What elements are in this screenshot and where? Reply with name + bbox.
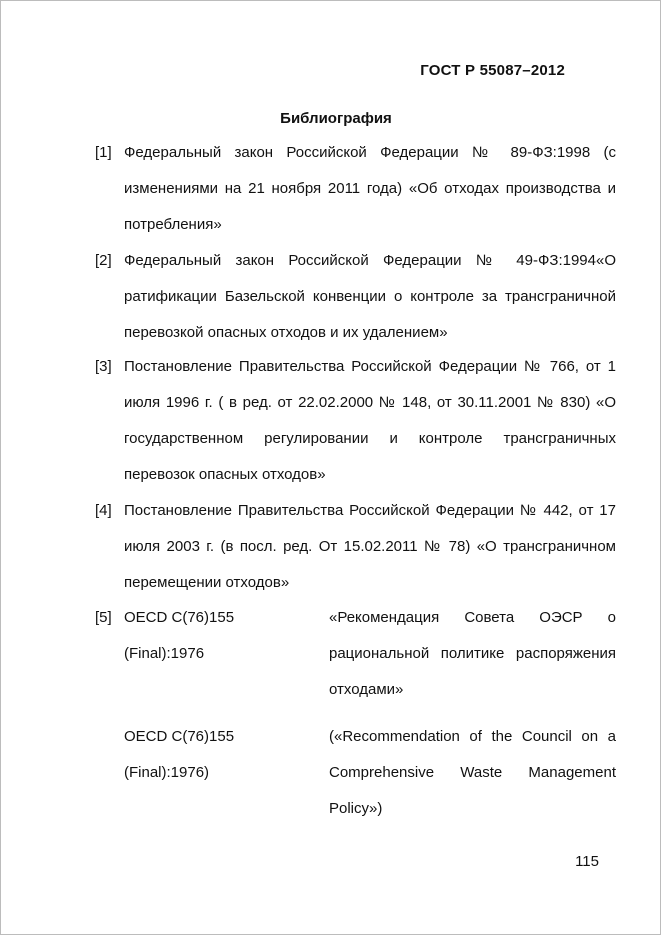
- reference-5-code-en: OECD C(76)155 (Final):1976): [124, 728, 235, 781]
- reference-item-3: [95, 349, 616, 493]
- reference-text: Постановление Правительства Российской Федерации № 766, от 1 июля 1996 г. ( в ред. от 22.02.2000 № 148, от 30.11.2001 № 830) «О государственном регулировании и контроле трансграничных перевозок опасных отходов»: [124, 358, 616, 483]
- reference-item-1: [95, 135, 616, 243]
- reference-text: Федеральный закон Российской Федерации № 89-ФЗ:1998 (с изменениями на 21 ноября 2011 года) «Об отходах производства и потребления»: [124, 144, 616, 233]
- page-number: 115: [575, 853, 599, 870]
- reference-number: [4]: [95, 502, 112, 519]
- reference-text: Федеральный закон Российской Федерации № 49-ФЗ:1994«О ратификации Базельской конвенции о контроле за трансграничной перевозкой опасных отходов и их удалением»: [124, 252, 616, 341]
- reference-item-4: [95, 493, 616, 601]
- standard-code: ГОСТ Р 55087–2012: [420, 62, 565, 79]
- reference-5-description-en: («Recommendation of the Council on a Comprehensive Waste Management Policy»): [329, 728, 616, 817]
- reference-text: Постановление Правительства Российской Федерации № 442, от 17 июля 2003 г. (в посл. ред. От 15.02.2011 № 78) «О трансграничном перемещении отходов»: [124, 502, 616, 591]
- reference-number: [2]: [95, 252, 112, 269]
- reference-number: [3]: [95, 358, 112, 375]
- reference-5-description: «Рекомендация Совета ОЭСР о рациональной политике распоряжения отходами»: [329, 609, 616, 698]
- reference-number: [5]: [95, 609, 112, 626]
- reference-number: [1]: [95, 144, 112, 161]
- section-title: Библиография: [280, 110, 392, 127]
- reference-item-2: [95, 243, 616, 351]
- reference-5-code: OECD C(76)155 (Final):1976: [124, 609, 235, 662]
